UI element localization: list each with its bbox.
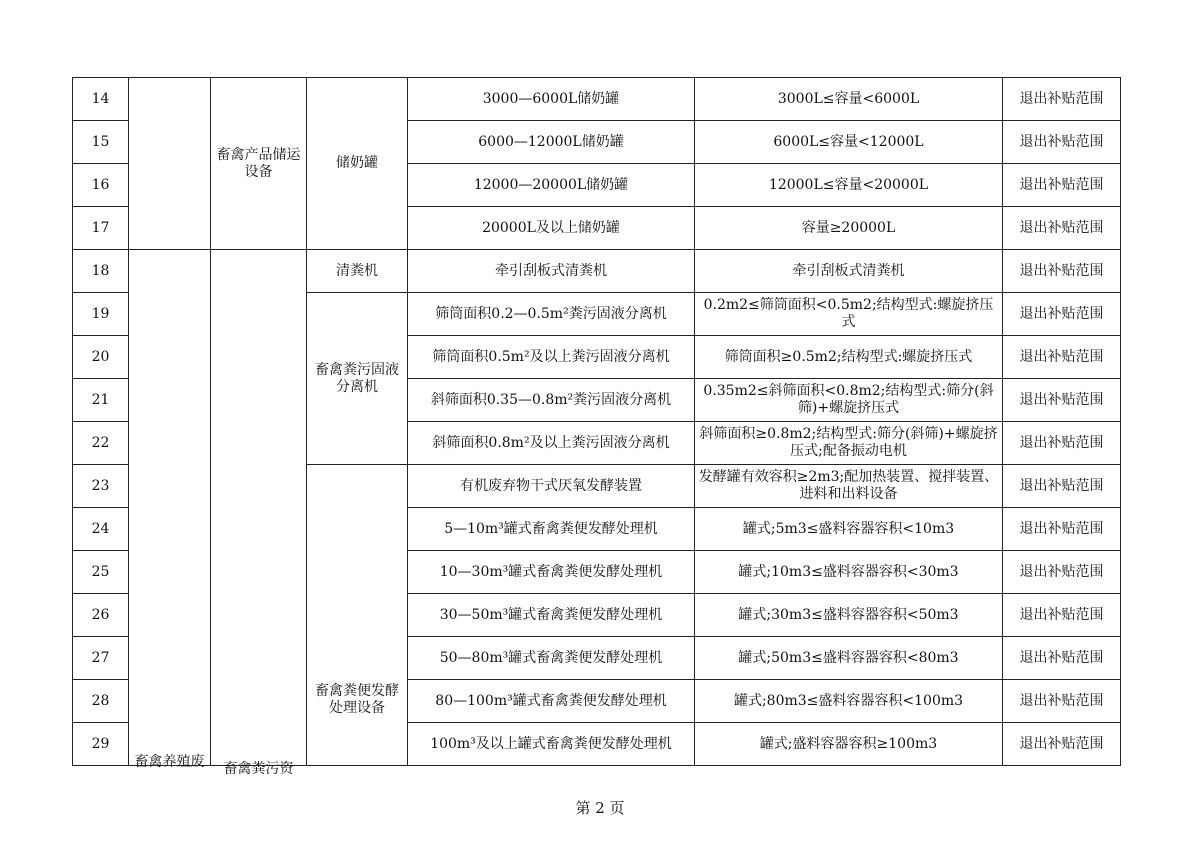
table-row [73,250,1121,293]
item-spec: 牵引刮板式清粪机 [695,250,1003,293]
category1-cell-empty [129,78,211,250]
item-spec: 罐式;80m3≤盛料容器容积<100m3 [695,680,1003,723]
subsidy-status: 退出补贴范围 [1003,207,1121,250]
row-number: 28 [73,680,129,723]
subsidy-status: 退出补贴范围 [1003,164,1121,207]
item-spec: 罐式;30m3≤盛料容器容积<50m3 [695,594,1003,637]
subsidy-status: 退出补贴范围 [1003,78,1121,121]
row-number: 16 [73,164,129,207]
category3-cell: 畜禽粪污固液分离机 [307,293,408,465]
subsidy-status: 退出补贴范围 [1003,508,1121,551]
row-number: 20 [73,336,129,379]
item-spec: 3000L≤容量<6000L [695,78,1003,121]
item-name: 10—30m³罐式畜禽粪便发酵处理机 [408,551,695,594]
category1-cell [129,250,211,770]
item-spec: 罐式;盛料容器容积≥100m3 [695,723,1003,766]
item-name: 80—100m³罐式畜禽粪便发酵处理机 [408,680,695,723]
item-spec: 0.2m2≤筛筒面积<0.5m2;结构型式:螺旋挤压式 [695,293,1003,336]
subsidy-status: 退出补贴范围 [1003,680,1121,723]
item-name: 50—80m³罐式畜禽粪便发酵处理机 [408,637,695,680]
item-name: 筛筒面积0.5m²及以上粪污固液分离机 [408,336,695,379]
subsidy-status: 退出补贴范围 [1003,379,1121,422]
item-spec: 斜筛面积≥0.8m2;结构型式:筛分(斜筛)+螺旋挤压式;配备振动电机 [695,422,1003,465]
row-number: 26 [73,594,129,637]
category3-label: 畜禽粪便发酵处理设备 [315,683,399,716]
page-number: 第 2 页 [575,799,625,817]
subsidy-status: 退出补贴范围 [1003,121,1121,164]
item-spec: 容量≥20000L [695,207,1003,250]
subsidy-status: 退出补贴范围 [1003,465,1121,508]
subsidy-status: 退出补贴范围 [1003,723,1121,766]
row-number: 22 [73,422,129,465]
category3-cell: 储奶罐 [307,78,408,250]
item-spec: 0.35m2≤斜筛面积<0.8m2;结构型式:筛分(斜筛)+螺旋挤压式 [695,379,1003,422]
item-name: 有机废弃物干式厌氧发酵装置 [408,465,695,508]
row-number: 23 [73,465,129,508]
item-spec: 12000L≤容量<20000L [695,164,1003,207]
subsidy-status: 退出补贴范围 [1003,594,1121,637]
item-name: 12000—20000L储奶罐 [408,164,695,207]
category3-cell [307,465,408,766]
item-name: 3000—6000L储奶罐 [408,78,695,121]
category3-cell: 清粪机 [307,250,408,293]
table-row [73,78,1121,121]
item-name: 30—50m³罐式畜禽粪便发酵处理机 [408,594,695,637]
item-name: 斜筛面积0.35—0.8m²粪污固液分离机 [408,379,695,422]
item-name: 牵引刮板式清粪机 [408,250,695,293]
item-spec: 罐式;50m3≤盛料容器容积<80m3 [695,637,1003,680]
item-spec: 发酵罐有效容积≥2m3;配加热装置、搅拌装置、进料和出料设备 [695,465,1003,508]
subsidy-status: 退出补贴范围 [1003,293,1121,336]
row-number: 18 [73,250,129,293]
item-spec: 筛筒面积≥0.5m2;结构型式:螺旋挤压式 [695,336,1003,379]
row-number: 21 [73,379,129,422]
row-number: 14 [73,78,129,121]
item-name: 5—10m³罐式畜禽粪便发酵处理机 [408,508,695,551]
row-number: 24 [73,508,129,551]
row-number: 17 [73,207,129,250]
row-number: 29 [73,723,129,766]
row-number: 19 [73,293,129,336]
category1-label: 畜禽养殖废 [134,754,205,770]
subsidy-status: 退出补贴范围 [1003,422,1121,465]
row-number: 15 [73,121,129,164]
subsidy-status: 退出补贴范围 [1003,637,1121,680]
subsidy-equipment-table [72,77,1121,777]
item-name: 6000—12000L储奶罐 [408,121,695,164]
row-number: 25 [73,551,129,594]
subsidy-status: 退出补贴范围 [1003,551,1121,594]
item-spec: 罐式;5m3≤盛料容器容积<10m3 [695,508,1003,551]
item-spec: 罐式;10m3≤盛料容器容积<30m3 [695,551,1003,594]
item-spec: 6000L≤容量<12000L [695,121,1003,164]
item-name: 20000L及以上储奶罐 [408,207,695,250]
row-number: 27 [73,637,129,680]
category2-label: 畜禽粪污资 [223,761,294,777]
item-name: 斜筛面积0.8m²及以上粪污固液分离机 [408,422,695,465]
subsidy-status: 退出补贴范围 [1003,336,1121,379]
item-name: 筛筒面积0.2—0.5m²粪污固液分离机 [408,293,695,336]
category2-cell: 畜禽产品储运设备 [211,78,307,250]
item-name: 100m³及以上罐式畜禽粪便发酵处理机 [408,723,695,766]
subsidy-status: 退出补贴范围 [1003,250,1121,293]
category2-cell [211,250,307,777]
